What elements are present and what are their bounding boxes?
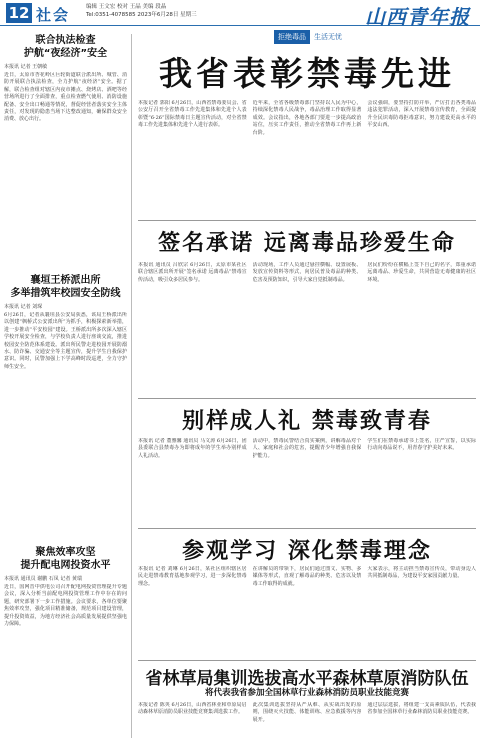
sub-article-3-columns: [138, 566, 476, 656]
bottom-article-columns: [138, 702, 476, 736]
article-title: 聚焦效率攻坚 提升配电网投资水平: [20, 547, 111, 571]
main-article-columns: [138, 100, 476, 212]
sub-headline-1: 签名承诺 远离毒品珍爱生命: [158, 231, 456, 256]
sub2-col-1: 本报讯 记者 董雅馨 通讯员 马文涛 6月26日，团县委联合县禁毒办为即将成年的学生举办别样成人礼活动。: [138, 438, 247, 459]
sub3-col-3: 大家表示，将主动担当禁毒宣传员，带动身边人共同抵制毒品，为建设平安家园贡献力量。: [367, 566, 477, 580]
main-col-2: 近年来，全省各级禁毒部门坚持以人民为中心，持续深化禁毒人民战争，毒品治理工作取得显著成效。会议指出，各地各部门要进一步提高政治站位，压实工作责任，推动全省禁毒工作再上新台阶。: [252, 100, 362, 136]
sub1-col-1: 本报讯 通讯员 吕欣宗 6月26日，太原市某社区联合辖区派出所开展“签名承诺 远离毒品”禁毒宣传活动，吸引众多居民参与。: [138, 262, 247, 283]
right-area: [138, 28, 476, 738]
sub3-col-1: 本报讯 记者 刘琳 6月26日，某社区组织辖区居民走进禁毒教育基地参观学习，进一步深化禁毒理念。: [138, 566, 247, 587]
divider: [138, 528, 476, 529]
editors-line-2: Tel:0351-4078585 2023年6月28日 星期三: [86, 12, 197, 18]
editors-line-1: 编辑 王文宏 校对 王晶 美编 段晶: [86, 4, 167, 10]
main-col-1: 本报记者 郭阳 6月26日，山西省禁毒委员会、省公安厅召开全省禁毒工作先进集体和先进个人表彰暨“6·26”国际禁毒日主题宣传活动，对全省禁毒工作先进集体和先进个人进行表彰。: [138, 100, 247, 129]
bottom-col-1: 本报记者 陈英 6月26日，山西省林业和草原局启动森林草原消防员职业技能竞赛集训选拔工作。: [138, 702, 247, 716]
bottom-col-2: 此次集训选拔坚持从严从难、从实战出发的原则，围绕灭火技能、体能训练、应急救援等内容展开。: [252, 702, 362, 723]
sub1-col-2: 活动现场，工作人员通过悬挂横幅、设置展板、发放宣传资料等形式，向居民普及毒品的种类、危害及预防知识，引导大家自觉抵制毒品。: [252, 262, 362, 283]
sub-headline-3: 参观学习 深化禁毒理念: [182, 539, 432, 564]
article-title: 襄垣王桥派出所 多举措筑牢校园安全防线: [10, 275, 121, 299]
divider: [138, 220, 476, 221]
banner-tag: [238, 30, 378, 44]
article-body: 近日，国网晋中供电公司召开配电网投资管理提升专题会议，深入分析当前配电网投资管理工作中存在的问题，研究部署下一步工作措施。会议要求，各单位要聚焦效率攻坚，强化项目精准储备，规范项目建设管理，提升投资效益，为地方经济社会高质量发展提供坚强电力保障。: [4, 584, 127, 628]
bottom-col-3: 通过层层选拔，将组建一支高素质队伍，代表我省参加全国林草行业森林消防员职业技能竞赛。: [367, 702, 477, 716]
bottom-headline: 省林草局集训选拔高水平森林草原消防队伍: [145, 669, 469, 689]
article-title: 联合执法检查 护航“夜经济”安全: [23, 35, 108, 59]
sub-headline-2: 别样成人礼 禁毒致青春: [182, 409, 432, 434]
left-column: [4, 34, 132, 738]
sub-article-2-columns: [138, 438, 476, 522]
left-article-1: [4, 34, 127, 264]
sub-article-1-columns: [138, 262, 476, 390]
divider: [138, 398, 476, 399]
article-body: 近日，太原市杏花岭区巨轮街道联合派出所、城管、消防开展联合执法检查，全力护航“夜经济”安全。据了解，联合检查组对辖区内夜市摊点、烧烤店、酒吧等经营场所进行了全面排查，重点检查燃气使用、消防设施配备、安全出口畅通等情况，督促经营者落实安全主体责任，对发现的隐患当场下达整改通知，确保群众安全消费、放心出行。: [4, 72, 127, 123]
section-name: 社会: [36, 6, 71, 24]
editors-line: [86, 3, 197, 19]
banner-tag-a: 拒绝毒品: [274, 30, 310, 44]
sub2-col-3: 学生们在禁毒承诺书上签名，庄严宣誓，以实际行动向毒品说不，用青春守护美好未来。: [367, 438, 477, 452]
article-byline: 本报讯 记者 刘琛: [4, 304, 43, 310]
brand-logo: 山西青年报: [365, 5, 470, 29]
main-col-3: 会议强调，要坚持打防并举，严厉打击各类毒品违法犯罪活动，深入开展禁毒宣传教育，全面提升全民识毒防毒拒毒意识，努力建设更高水平的平安山西。: [367, 100, 477, 129]
left-article-2: [4, 274, 127, 536]
banner-tag-b: 生活无忧: [314, 33, 342, 41]
sub2-col-2: 活动中，禁毒民警结合真实案例，讲解毒品对个人、家庭和社会的危害，提醒青少年增强自我保护能力。: [252, 438, 362, 459]
main-headline: 我省表彰禁毒先进: [159, 54, 455, 93]
page-number: 12: [6, 3, 32, 23]
article-body: 6月26日，记者从襄垣县公安局获悉，该局王桥派出所以创建“枫桥式公安派出所”为抓手，积极探索新举措，进一步推动“平安校园”建设。王桥派出所多次深入辖区学校开展安全检查，与学校负责人进行座谈交流，推进校园安全防范体系建设。派出所民警走进校园开展防溺水、防诈骗、交通安全等主题宣传，提升学生自我保护意识。同时，民警加强上下学高峰时段巡逻，全力守护师生安全。: [4, 312, 127, 370]
sub3-col-2: 在讲解员的带领下，居民们通过图文、实物、多媒体等形式，直观了解毒品的种类、危害以及禁毒工作取得的成就。: [252, 566, 362, 587]
article-byline: 本报讯 记者 王朝敏: [4, 64, 48, 70]
divider: [138, 660, 476, 661]
left-article-3: [4, 546, 127, 726]
sub1-col-3: 居民们纷纷在横幅上签下自己的名字，郑重承诺远离毒品、珍爱生命，共同营造无毒健康的社区环境。: [367, 262, 477, 283]
masthead: [0, 0, 480, 29]
bottom-subheadline: 将代表我省参加全国林草行业森林消防员职业技能竞赛: [204, 688, 409, 698]
article-byline: 本报讯 通讯员 谢鹏 石凤 记者 黄瑞: [4, 576, 82, 582]
